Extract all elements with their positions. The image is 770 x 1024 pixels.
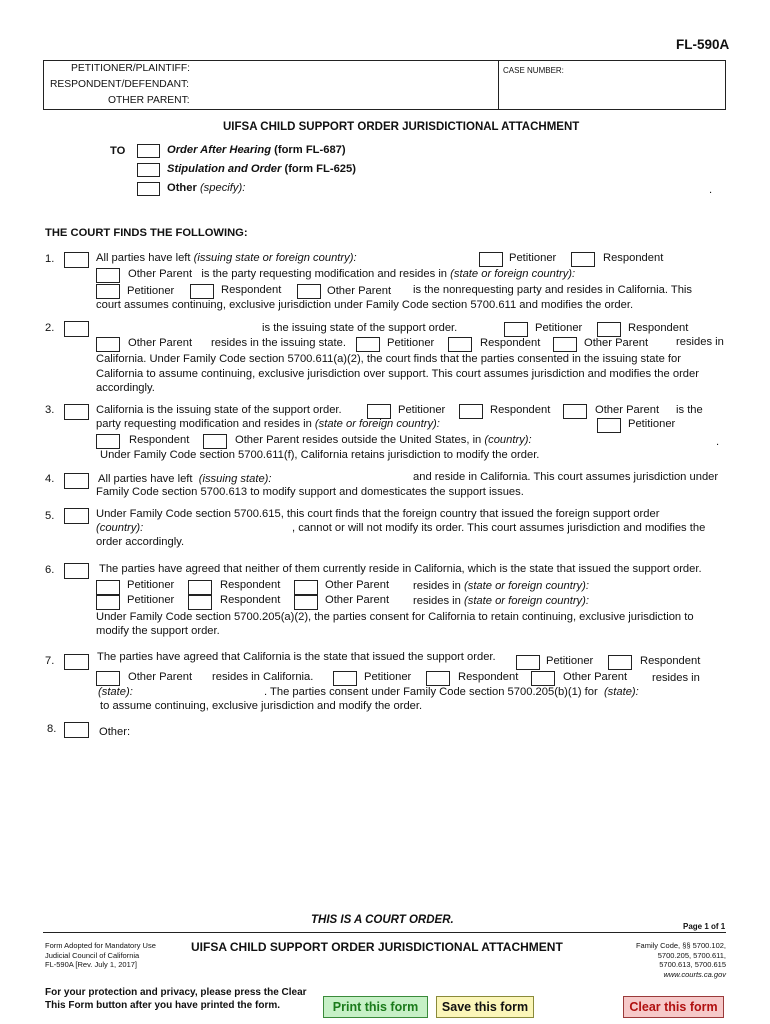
print-form-button[interactable]: Print this form <box>323 996 428 1018</box>
code-line-3: 5700.613, 5700.615 <box>659 960 726 969</box>
item-7-resides-ca: resides in California. <box>212 671 314 683</box>
item-6-resides-1: resides in (state or foreign country): <box>413 580 589 592</box>
other-parent-label: OTHER PARENT: <box>108 95 190 106</box>
item-1-conclusion: court assumes continuing, exclusive jurisdiction under Family Code section 5700.611 and modifies the order. <box>96 299 634 311</box>
item-6-checkbox[interactable] <box>64 563 89 579</box>
item-1-respondent-checkbox[interactable] <box>571 252 595 267</box>
item-1-petitioner2-checkbox[interactable] <box>96 284 120 299</box>
item-7-number: 7. <box>45 655 55 667</box>
item-7-line-4: to assume continuing, exclusive jurisdiction and modify the order. <box>100 700 423 712</box>
item-1-petitioner2-label: Petitioner <box>127 285 175 297</box>
item-2-line-4: California to assume continuing, exclusive jurisdiction over support. This court assumes jurisdiction and modifies the order <box>96 368 699 380</box>
stipulation-checkbox[interactable] <box>137 163 160 177</box>
form-id: FL-590A <box>676 37 730 52</box>
item-7-resides-in: resides in <box>652 672 700 684</box>
item-2-petitioner-label: Petitioner <box>535 322 583 334</box>
item-1-other-parent2-checkbox[interactable] <box>297 284 321 299</box>
item-3-period: . <box>716 436 720 448</box>
item-2-petitioner2-checkbox[interactable] <box>356 337 380 352</box>
item-7-state-1: (state): <box>98 686 133 698</box>
item-5-line-3: order accordingly. <box>96 536 185 548</box>
item-5-cannot: , cannot or will not modify its order. This court assumes jurisdiction and modifies the <box>292 522 706 534</box>
clear-form-button[interactable]: Clear this form <box>623 996 724 1018</box>
item-2-other-parent-label: Other Parent <box>128 337 193 349</box>
item-1-number: 1. <box>45 253 55 265</box>
item-2-checkbox[interactable] <box>64 321 89 337</box>
item-2-petitioner-checkbox[interactable] <box>504 322 528 337</box>
item-3-petitioner2-checkbox[interactable] <box>597 418 621 433</box>
item-1-other-parent2-label: Other Parent <box>327 285 392 297</box>
item-4-number: 4. <box>45 473 55 485</box>
item-6-other-parent2-label: Other Parent <box>325 594 390 606</box>
respondent-label: RESPONDENT/DEFENDANT: <box>50 79 190 90</box>
item-4-text: All parties have left (issuing state): <box>98 473 272 485</box>
code-line-1: Family Code, §§ 5700.102, <box>635 941 726 950</box>
other-period: . <box>709 184 713 196</box>
caption-divider <box>498 60 499 110</box>
item-2-other-parent-checkbox[interactable] <box>96 337 120 352</box>
stipulation-option: Stipulation and Order (form FL-625) <box>167 163 356 175</box>
findings-heading: THE COURT FINDS THE FOLLOWING: <box>45 227 248 239</box>
item-6-other-parent2-checkbox[interactable] <box>294 595 318 610</box>
item-7-petitioner-checkbox[interactable] <box>516 655 540 670</box>
item-7-text: The parties have agreed that California is the state that issued the support order. <box>97 651 496 663</box>
adoption-line-2: Judicial Council of California <box>45 950 140 960</box>
item-2-resides-in: resides in <box>676 336 724 348</box>
item-8-other: Other: <box>99 726 131 738</box>
item-6-petitioner-label: Petitioner <box>127 579 175 591</box>
item-7-other-parent2-checkbox[interactable] <box>531 671 555 686</box>
item-7-petitioner2-label: Petitioner <box>364 671 412 683</box>
item-6-resides-2: resides in (state or foreign country): <box>413 595 589 607</box>
order-after-hearing-option: Order After Hearing (form FL-687) <box>167 144 346 156</box>
item-7-other-parent-label: Other Parent <box>128 671 193 683</box>
item-3-respondent-checkbox[interactable] <box>459 404 483 419</box>
other-checkbox[interactable] <box>137 182 160 196</box>
item-1-respondent-label: Respondent <box>603 252 664 264</box>
form-adoption <box>45 941 156 970</box>
item-6-respondent2-checkbox[interactable] <box>188 595 212 610</box>
item-3-is-the: is the <box>676 404 703 416</box>
item-1-other-parent-line: Other Parent is the party requesting modification and resides in (state or foreign country): <box>128 268 576 280</box>
item-6-respondent2-label: Respondent <box>220 594 281 606</box>
item-3-other-parent-checkbox[interactable] <box>563 404 587 419</box>
item-7-other-parent-checkbox[interactable] <box>96 671 120 686</box>
item-5-country: (country): <box>96 522 144 534</box>
item-7-petitioner2-checkbox[interactable] <box>333 671 357 686</box>
item-3-respondent-label: Respondent <box>490 404 551 416</box>
footer-title: UIFSA CHILD SUPPORT ORDER JURISDICTIONAL ATTACHMENT <box>191 940 563 954</box>
code-line-2: 5700.205, 5700.611, <box>657 950 726 960</box>
item-6-respondent-label: Respondent <box>220 579 281 591</box>
item-3-petitioner-label: Petitioner <box>398 404 446 416</box>
to-label: TO <box>110 145 126 157</box>
item-3-other-parent-label: Other Parent <box>595 404 660 416</box>
item-4-checkbox[interactable] <box>64 473 89 489</box>
save-form-button[interactable]: Save this form <box>436 996 534 1018</box>
footer-rule <box>43 932 726 933</box>
item-1-checkbox[interactable] <box>64 252 89 268</box>
item-3-other-parent2-checkbox[interactable] <box>203 434 227 449</box>
item-4-line-2: Family Code section 5700.613 to modify support and domesticates the support issues. <box>96 486 524 498</box>
form-title: UIFSA CHILD SUPPORT ORDER JURISDICTIONAL ATTACHMENT <box>223 121 580 133</box>
privacy-line-2: This Form button after you have printed the form. <box>45 999 281 1011</box>
adoption-line-1: Form Adopted for Mandatory Use <box>45 941 156 950</box>
petitioner-label: PETITIONER/PLAINTIFF: <box>71 63 190 74</box>
item-6-petitioner2-label: Petitioner <box>127 594 175 606</box>
item-3-conclusion: Under Family Code section 5700.611(f), California retains jurisdiction to modify the order. <box>100 449 540 461</box>
item-6-respondent-checkbox[interactable] <box>188 580 212 595</box>
court-order-notice: THIS IS A COURT ORDER. <box>311 914 454 926</box>
item-6-other-parent-checkbox[interactable] <box>294 580 318 595</box>
item-2-petitioner2-label: Petitioner <box>387 337 435 349</box>
item-2-respondent2-checkbox[interactable] <box>448 337 472 352</box>
item-3-other-parent2-line: Other Parent resides outside the United States, in (country): <box>235 434 532 446</box>
item-4-reside: and reside in California. This court assumes jurisdiction under <box>413 471 719 483</box>
item-1-petitioner-label: Petitioner <box>509 252 557 264</box>
item-7-petitioner-label: Petitioner <box>546 655 594 667</box>
item-8-checkbox[interactable] <box>64 722 89 738</box>
item-2-number: 2. <box>45 322 55 334</box>
courts-website-link[interactable]: www.courts.ca.gov <box>663 969 726 979</box>
item-5-number: 5. <box>45 510 55 522</box>
item-1-respondent2-label: Respondent <box>221 284 282 296</box>
privacy-line-1: For your protection and privacy, please press the Clear <box>45 987 307 998</box>
item-7-respondent-label: Respondent <box>640 655 701 667</box>
item-5-checkbox[interactable] <box>64 508 89 524</box>
item-3-petitioner-checkbox[interactable] <box>367 404 391 419</box>
item-2-other-parent2-label: Other Parent <box>584 337 649 349</box>
item-6-petitioner2-checkbox[interactable] <box>96 595 120 610</box>
item-7-consent: . The parties consent under Family Code section 5700.205(b)(1) for (state): <box>264 686 639 698</box>
item-2-issuing-state: resides in the issuing state. <box>211 337 346 349</box>
item-1-other-parent-checkbox[interactable] <box>96 268 120 283</box>
item-3-petitioner2-label: Petitioner <box>628 418 676 430</box>
item-1-text: All parties have left (issuing state or foreign country): <box>96 252 357 264</box>
item-2-text: is the issuing state of the support order. <box>262 322 458 334</box>
item-1-respondent2-checkbox[interactable] <box>190 284 214 299</box>
page-number: Page 1 of 1 <box>683 922 726 931</box>
item-2-respondent-label: Respondent <box>628 322 689 334</box>
item-2-line-3: California. Under Family Code section 5700.611(a)(2), the court finds that the parties consented in the issuing state for <box>96 353 681 365</box>
item-6-line-5: modify the support order. <box>96 625 220 637</box>
item-3-checkbox[interactable] <box>64 404 89 420</box>
item-1-petitioner-checkbox[interactable] <box>479 252 503 267</box>
item-2-respondent2-label: Respondent <box>480 337 541 349</box>
item-2-respondent-checkbox[interactable] <box>597 322 621 337</box>
item-6-number: 6. <box>45 564 55 576</box>
item-2-line-5: accordingly. <box>96 382 155 394</box>
item-3-text: California is the issuing state of the support order. <box>96 404 342 416</box>
item-5-text: Under Family Code section 5700.615, this court finds that the foreign country that issued the foreign support order <box>96 508 660 520</box>
item-7-respondent2-label: Respondent <box>458 671 519 683</box>
item-3-respondent2-checkbox[interactable] <box>96 434 120 449</box>
item-6-other-parent-label: Other Parent <box>325 579 390 591</box>
other-option: Other (specify): <box>167 182 246 194</box>
item-1-nonrequesting: is the nonrequesting party and resides in California. This <box>413 284 693 296</box>
code-citations <box>600 941 726 979</box>
item-2-other-parent2-checkbox[interactable] <box>553 337 577 352</box>
privacy-notice <box>45 987 307 1012</box>
item-7-respondent-checkbox[interactable] <box>608 655 632 670</box>
item-3-requesting: party requesting modification and resides in (state or foreign country): <box>96 418 440 430</box>
item-3-respondent2-label: Respondent <box>129 434 190 446</box>
case-number-label: CASE NUMBER: <box>503 66 564 75</box>
item-6-line-4: Under Family Code section 5700.205(a)(2), the parties consent for California to retain continuing, exclusive jurisdiction to <box>96 611 694 623</box>
item-7-other-parent2-label: Other Parent <box>563 671 628 683</box>
adoption-line-3: FL-590A [Rev. July 1, 2017] <box>45 960 137 969</box>
order-after-hearing-checkbox[interactable] <box>137 144 160 158</box>
item-6-text: The parties have agreed that neither of them currently reside in California, which is the state that issued the support order. <box>99 563 702 575</box>
item-7-respondent2-checkbox[interactable] <box>426 671 450 686</box>
item-6-petitioner-checkbox[interactable] <box>96 580 120 595</box>
item-8-number: 8. <box>47 723 57 735</box>
item-7-checkbox[interactable] <box>64 654 89 670</box>
item-3-number: 3. <box>45 404 55 416</box>
